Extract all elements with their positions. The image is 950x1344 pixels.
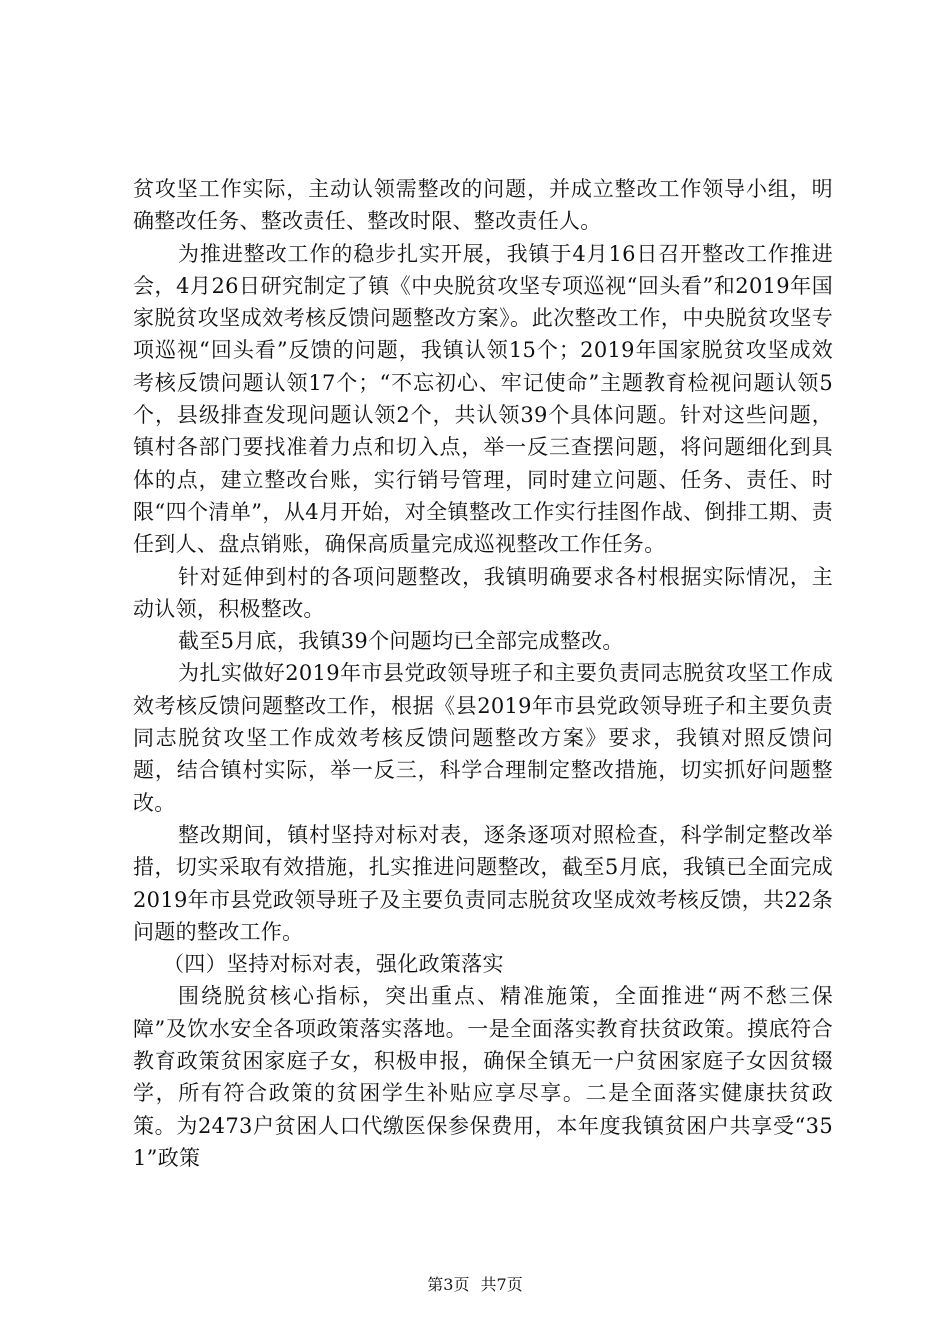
paragraph-village-rectification: 针对延伸到村的各项问题整改，我镇明确要求各村根据实际情况，主动认领，积极整改。: [133, 564, 833, 621]
paragraph-continued: 贫攻坚工作实际，主动认领需整改的问题，并成立整改工作领导小组，明确整改任务、整改责任、整改时限、整改责任人。: [133, 177, 833, 234]
page-footer: [0, 1275, 950, 1295]
paragraph-rectification-period: 整改期间，镇村坚持对标对表，逐条逐项对照检查，科学制定整改举措，切实采取有效措施，扎实推进问题整改，截至5月底，我镇已全面完成2019年市县党政领导班子及主要负责同志脱贫攻坚成效考核反馈，共22条问题的整改工作。: [133, 822, 833, 944]
paragraph-assessment-feedback: 为扎实做好2019年市县党政领导班子和主要负责同志脱贫攻坚工作成效考核反馈问题整改工作，根据《县2019年市县党政领导班子和主要负责同志脱贫攻坚工作成效考核反馈问题整改方案》要求，我镇对照反馈问题，结合镇村实际，举一反三，科学合理制定整改措施，切实抓好问题整改。: [133, 661, 833, 815]
document-body: [133, 173, 833, 1174]
page-total: 共7页: [480, 1275, 523, 1294]
paragraph-completion-status: 截至5月底，我镇39个问题均已全部完成整改。: [178, 629, 624, 654]
paragraph-policy-implementation: 围绕脱贫核心指标，突出重点、精准施策，全面推进“两不愁三保障”及饮水安全各项政策落实落地。一是全面落实教育扶贫政策。摸底符合教育政策贫困家庭子女，积极申报，确保全镇无一户贫困家庭子女因贫辍学，所有符合政策的贫困学生补贴应享尽享。二是全面落实健康扶贫政策。为2473户贫困人口代缴医保参保费用，本年度我镇贫困户共享受“351”政策: [133, 984, 833, 1170]
page-number: 第3页: [427, 1275, 470, 1294]
section-heading: （四）坚持对标对表，强化政策落实: [163, 952, 504, 977]
paragraph-rectification-meeting: 为推进整改工作的稳步扎实开展，我镇于4月16日召开整改工作推进会，4月26日研究制定了镇《中央脱贫攻坚专项巡视“回头看”和2019年国家脱贫攻坚成效考核反馈问题整改方案》。此次整改工作，中央脱贫攻坚专项巡视“回头看”反馈的问题，我镇认领15个；2019年国家脱贫攻坚成效考核反馈问题认领17个；“不忘初心、牢记使命”主题教育检视问题认领5个，县级排查发现问题认领2个，共认领39个具体问题。针对这些问题，镇村各部门要找准着力点和切入点，举一反三查摆问题，将问题细化到具体的点，建立整改台账，实行销号管理，同时建立问题、任务、责任、时限“四个清单”，从4月开始，对全镇整改工作实行挂图作战、倒排工期、责任到人、盘点销账，确保高质量完成巡视整改工作任务。: [133, 241, 833, 557]
